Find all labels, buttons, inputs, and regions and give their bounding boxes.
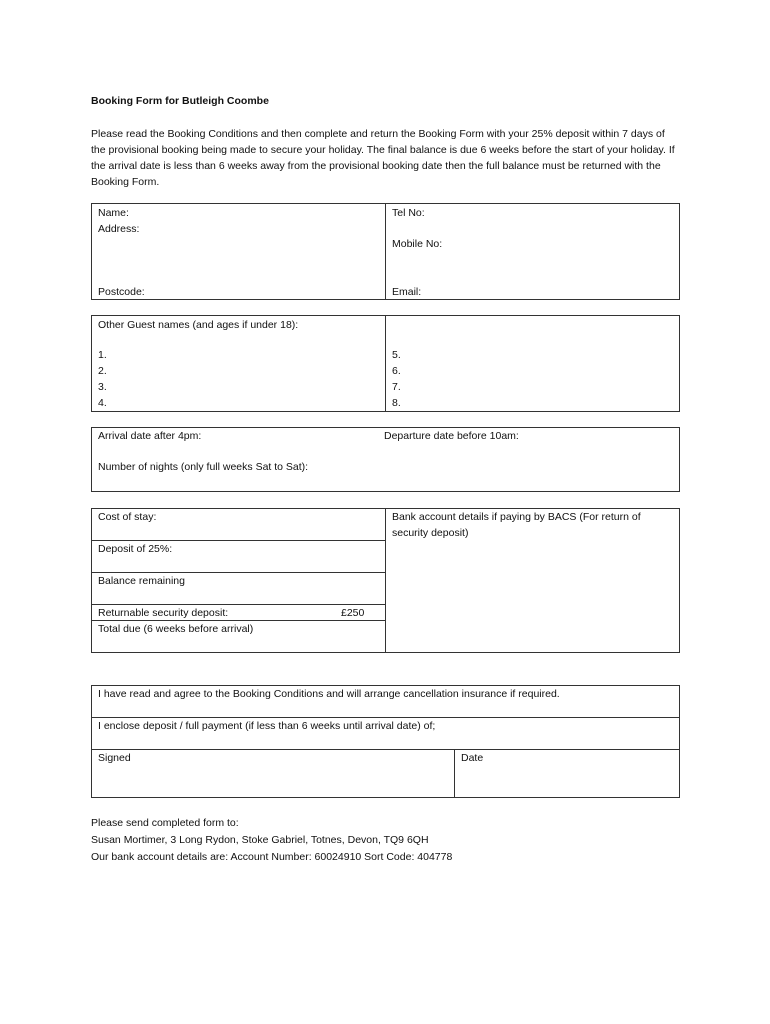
guests-heading: Other Guest names (and ages if under 18):	[98, 319, 299, 331]
guest-field-7[interactable]: 7.	[392, 381, 401, 393]
guest-field-5[interactable]: 5.	[392, 349, 401, 361]
page-title: Booking Form for Butleigh Coombe	[91, 95, 269, 107]
footer	[91, 815, 452, 866]
costs-row-line-2	[91, 572, 386, 573]
departure-date-field[interactable]: Departure date before 10am:	[384, 430, 519, 442]
costs-row-line-3	[91, 604, 386, 605]
costs-row-line-4	[91, 620, 386, 621]
guest-field-1[interactable]: 1.	[98, 349, 107, 361]
conditions-statement: I have read and agree to the Booking Conditions and will arrange cancellation insurance if required.	[98, 688, 560, 700]
security-deposit-label: Returnable security deposit:	[98, 607, 229, 619]
intro-paragraph: Please read the Booking Conditions and then complete and return the Booking Form with your 25% deposit within 7 days of the provisional booking being made to secure your holiday. The final balance is due 6 weeks before the start of your holiday. If the arrival date is less than 6 weeks away from the provisional booking date then the full balance must be returned with the Booking Form.	[91, 128, 675, 188]
signature-divider	[454, 749, 455, 798]
date-field[interactable]: Date	[461, 752, 484, 764]
guest-field-8[interactable]: 8.	[392, 397, 401, 409]
agreement-row-line-1	[91, 717, 680, 718]
bank-account-line: Our bank account details are: Account Number: 60024910 Sort Code: 404778	[91, 851, 453, 863]
cost-of-stay-field[interactable]: Cost of stay:	[98, 511, 157, 523]
guest-field-2[interactable]: 2.	[98, 365, 107, 377]
agreement-row-line-2	[91, 749, 680, 750]
postal-address: Susan Mortimer, 3 Long Rydon, Stoke Gabriel, Totnes, Devon, TQ9 6QH	[91, 834, 429, 846]
costs-row-line-1	[91, 540, 386, 541]
agreement-box	[91, 685, 680, 798]
guests-divider	[385, 315, 386, 412]
signature-field[interactable]: Signed	[98, 752, 131, 764]
guest-field-6[interactable]: 6.	[392, 365, 401, 377]
enclose-payment-field[interactable]: I enclose deposit / full payment (if less than 6 weeks until arrival date) of;	[98, 720, 436, 732]
guest-field-4[interactable]: 4.	[98, 397, 107, 409]
bank-details-label-cont: security deposit)	[392, 527, 469, 539]
arrival-date-field[interactable]: Arrival date after 4pm:	[98, 430, 202, 442]
name-field[interactable]: Name:	[98, 207, 129, 219]
email-field[interactable]: Email:	[392, 286, 422, 298]
security-deposit-amount: £250	[341, 607, 365, 619]
postcode-field[interactable]: Postcode:	[98, 286, 145, 298]
costs-divider	[385, 508, 386, 653]
tel-field[interactable]: Tel No:	[392, 207, 425, 219]
nights-field[interactable]: Number of nights (only full weeks Sat to Sat):	[98, 461, 309, 473]
send-to-line: Please send completed form to:	[91, 817, 239, 829]
mobile-field[interactable]: Mobile No:	[392, 238, 443, 250]
balance-field[interactable]: Balance remaining	[98, 575, 185, 587]
total-due-field[interactable]: Total due (6 weeks before arrival)	[98, 623, 254, 635]
guest-field-3[interactable]: 3.	[98, 381, 107, 393]
address-field[interactable]: Address:	[98, 223, 140, 235]
deposit-field[interactable]: Deposit of 25%:	[98, 543, 173, 555]
contact-divider	[385, 203, 386, 300]
bank-details-label: Bank account details if paying by BACS (For return of	[392, 511, 641, 523]
